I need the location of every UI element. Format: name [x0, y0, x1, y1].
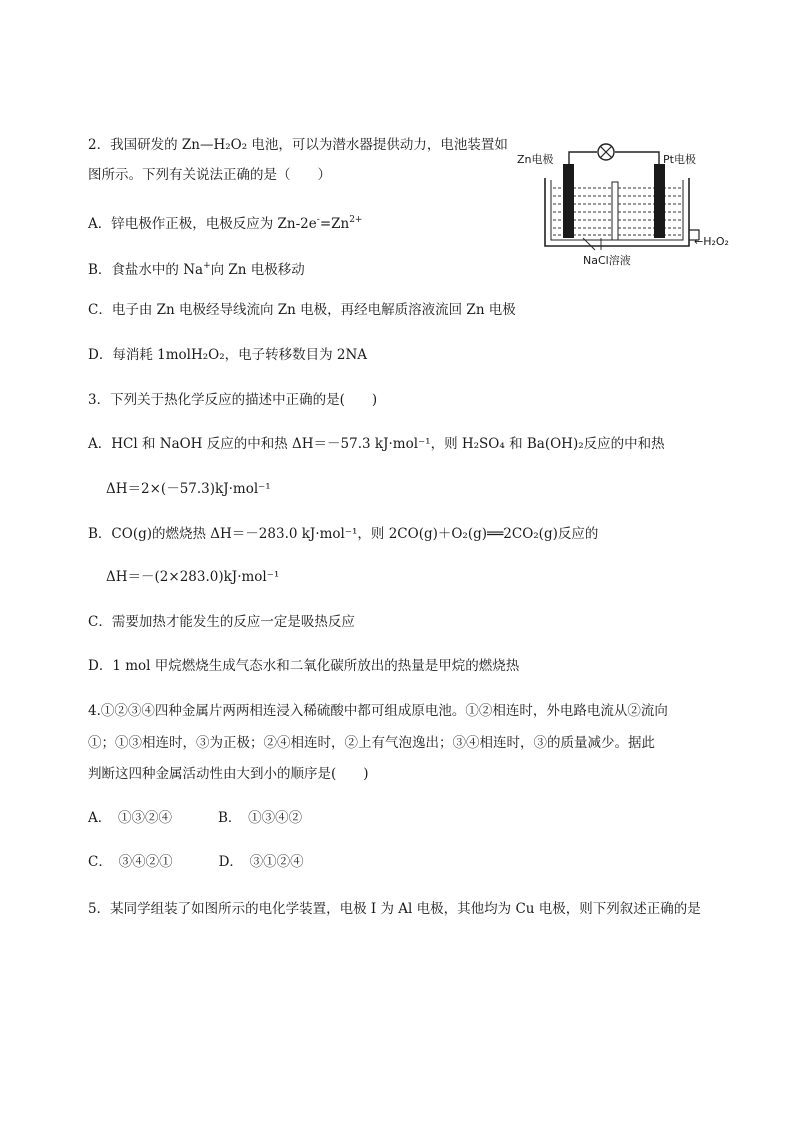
q3-option-c: C．需要加热才能发生的反应一定是吸热反应 [88, 614, 355, 630]
q4-option-d: D． ③①②④ [218, 854, 304, 870]
q3-option-b-line1: B．CO(g)的燃烧热 ΔH＝－283.0 kJ·mol⁻¹，则 2CO(g)＋O₂(g)══2CO₂(g)反应的 [88, 526, 599, 542]
zn-electrode-label: Zn电极 [517, 153, 554, 166]
q2-stem-line1: 2．我国研发的 Zn—H₂O₂ 电池，可以为潜水器提供动力，电池装置如 [88, 137, 508, 153]
q3-option-d: D．1 mol 甲烷燃烧生成气态水和二氧化碳所放出的热量是甲烷的燃烧热 [88, 658, 520, 674]
q2-option-b-text2: 向 Zn 电极移动 [210, 262, 305, 278]
q4-stem-line3: 判断这四种金属活动性由大到小的顺序是( ) [88, 766, 369, 782]
q2-option-d: D．每消耗 1molH₂O₂，电子转移数目为 2NA [88, 347, 368, 363]
zn-electrode [563, 164, 574, 238]
q4-stem-line2: ①；①③相连时，③为正极；②④相连时，②上有气泡逸出；③④相连时，③的质量减少。据此 [88, 735, 655, 751]
q4-option-c: C． ③④②① [88, 854, 173, 870]
q4-options-row2 [88, 852, 304, 872]
q3-option-a-line1: A．HCl 和 NaOH 反应的中和热 ΔH＝－57.3 kJ·mol⁻¹，则 H₂SO₄ 和 Ba(OH)₂反应的中和热 [88, 436, 665, 452]
q3-option-b-line2: ΔH＝－(2×283.0)kJ·mol⁻¹ [106, 569, 280, 585]
q5-stem-line1: 5．某同学组装了如图所示的电化学装置，电极 I 为 Al 电极，其他均为 Cu 电极，则下列叙述正确的是 [88, 901, 701, 917]
superscript: 2+ [349, 215, 363, 225]
pt-electrode [654, 164, 665, 238]
q2-option-a-text: A．锌电极作正极，电极反应为 Zn-2e [88, 216, 317, 232]
q3-stem: 3．下列关于热化学反应的描述中正确的是( ) [88, 392, 378, 408]
superscript: + [203, 261, 211, 271]
q2-option-b-text: B．食盐水中的 Na [88, 262, 204, 278]
q4-option-b: B． ①③④② [218, 810, 303, 826]
q3-option-a-line2: ΔH＝2×(－57.3)kJ·mol⁻¹ [106, 481, 271, 497]
superscript: - [316, 215, 320, 225]
h2o2-inlet-label: ←H₂O₂ [694, 235, 729, 248]
q2-option-c: C．电子由 Zn 电极经导线流向 Zn 电极，再经电解质溶液流回 Zn 电极 [88, 302, 516, 318]
q4-option-a: A． ①③②④ [88, 810, 172, 826]
pt-electrode-label: Pt电极 [663, 153, 696, 166]
q2-option-a-text2: =Zn [319, 216, 350, 232]
q4-stem-line1: 4.①②③④四种金属片两两相连浸入稀硫酸中都可组成原电池。①②相连时，外电路电流从②流向 [88, 703, 668, 719]
q4-options-row1 [88, 808, 302, 828]
q2-option-a [88, 210, 362, 234]
battery-diagram [517, 142, 732, 272]
nacl-solution-label: NaCl溶液 [583, 254, 631, 267]
q2-stem-line2: 图所示。下列有关说法正确的是（ ） [88, 167, 331, 183]
membrane [612, 182, 618, 240]
q2-option-b [88, 256, 305, 280]
